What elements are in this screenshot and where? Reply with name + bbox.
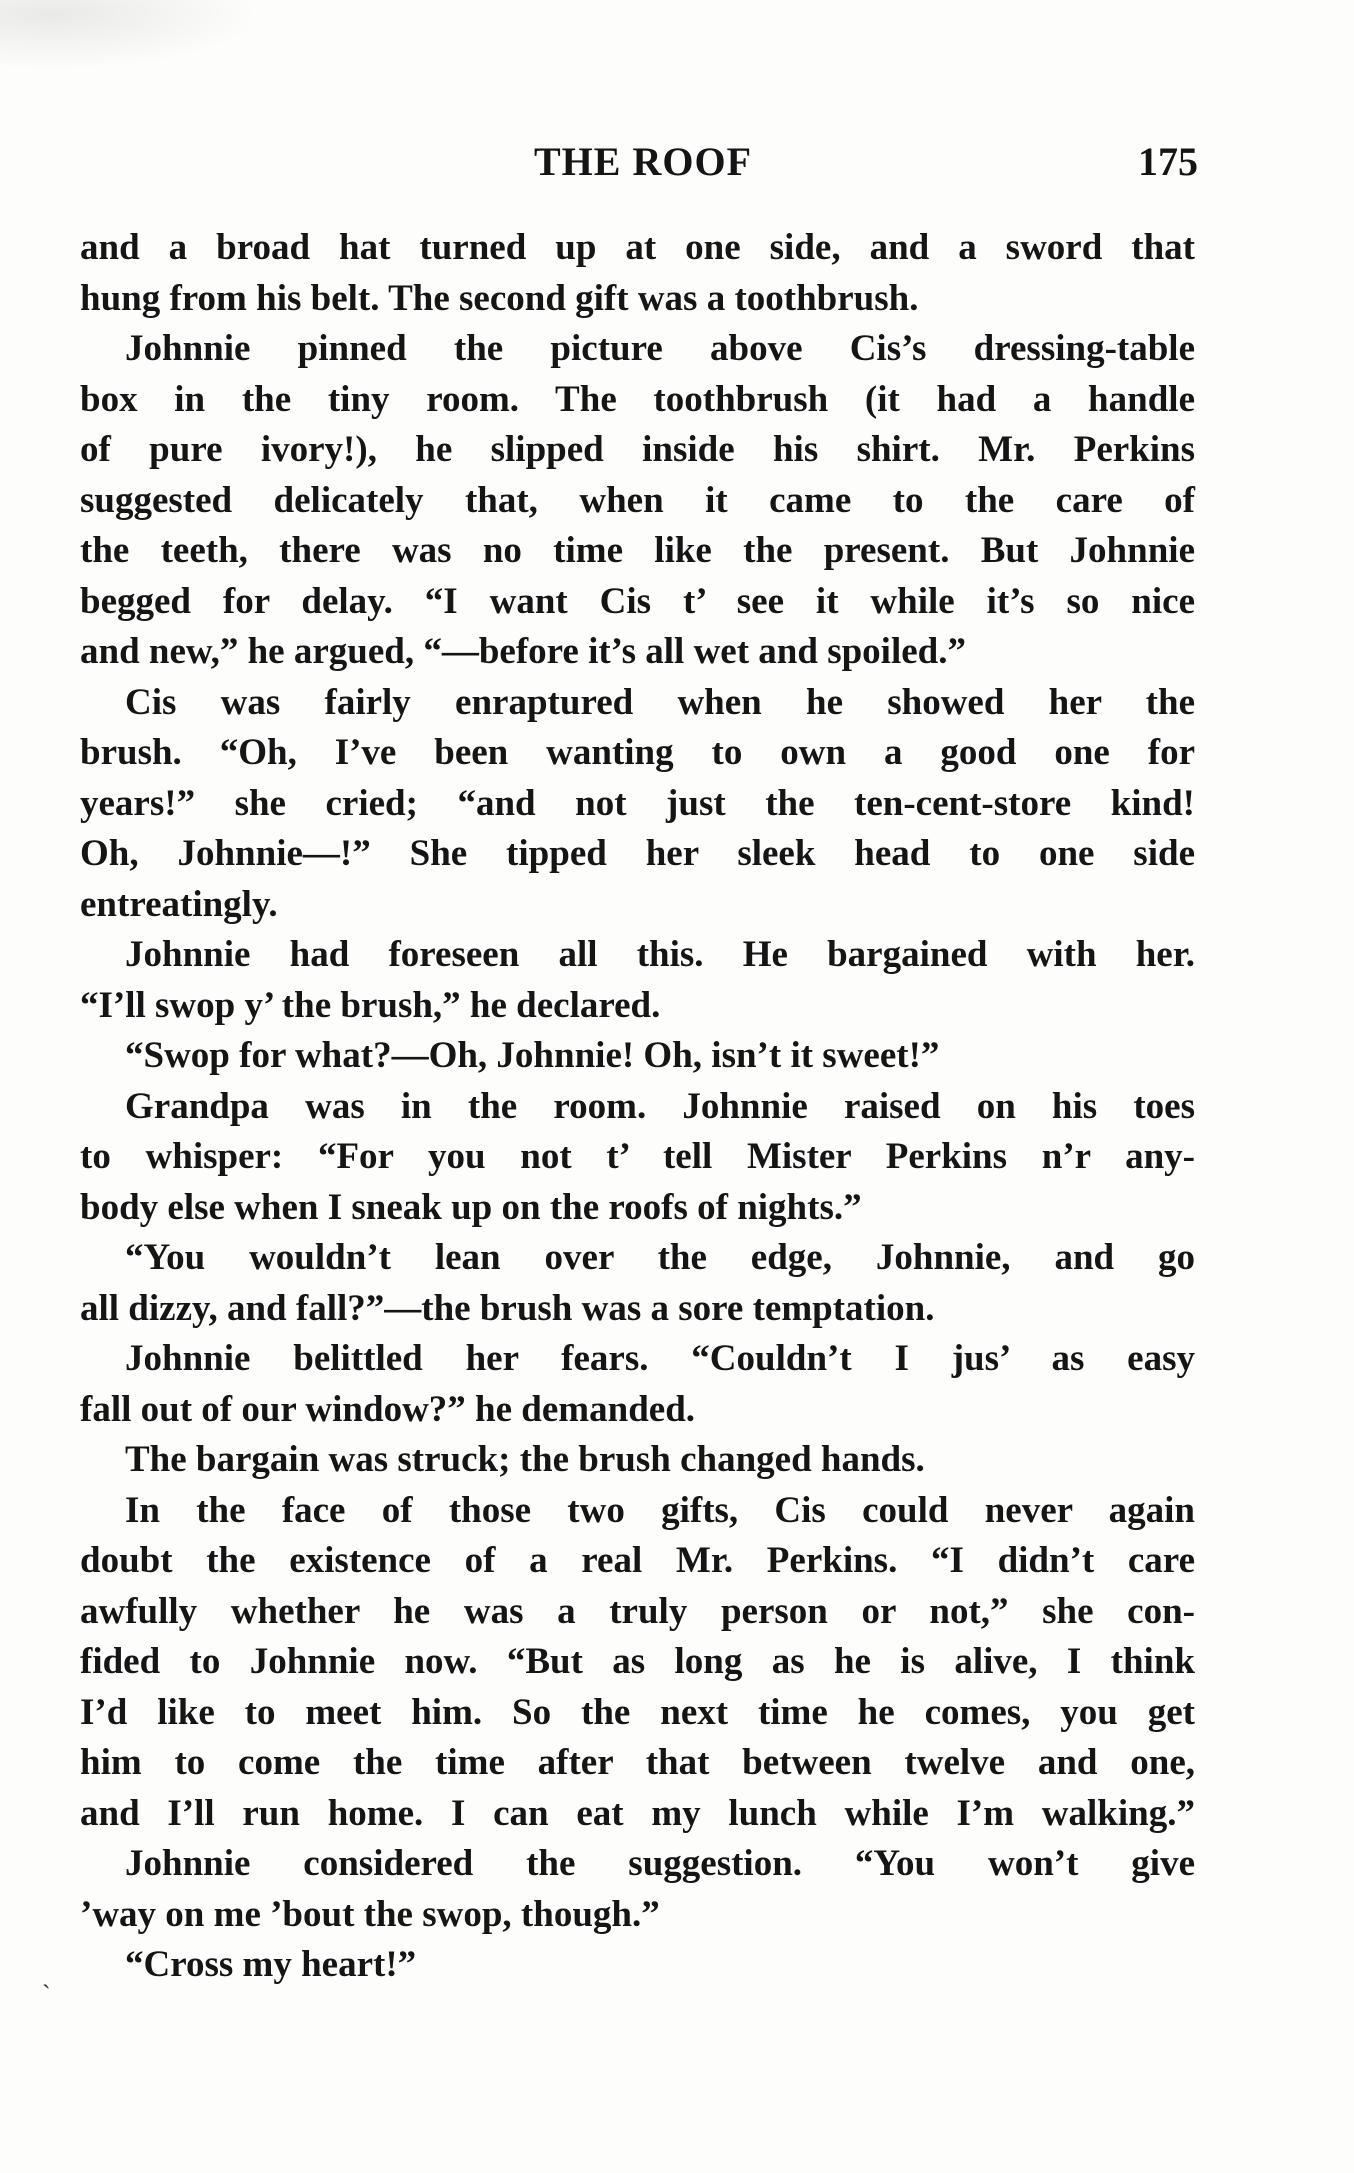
text-line: Johnnie belittled her fears. “Couldn’t I jus’ as easy <box>125 1338 1195 1379</box>
text-line: and a broad hat turned up at one side, and a sword that <box>80 227 1195 268</box>
text-line: entreatingly. <box>80 883 278 925</box>
body-text <box>80 223 1195 1991</box>
text-line: fall out of our window?” he demanded. <box>80 1388 696 1430</box>
text-line: fided to Johnnie now. “But as long as he is alive, I think <box>80 1641 1195 1682</box>
text-line: Grandpa was in the room. Johnnie raised on his toes <box>125 1085 1195 1127</box>
text-line: Cis was fairly enraptured when he showed her the <box>125 681 1195 723</box>
text-line: “Swop for what?—Oh, Johnnie! Oh, isn’t it sweet!” <box>125 1035 940 1076</box>
text-line: body else when I sneak up on the roofs of nights.” <box>80 1186 862 1228</box>
text-line: and new,” he argued, “—before it’s all wet and spoiled.” <box>80 631 966 672</box>
text-line: Oh, Johnnie—!” She tipped her sleek head to one side <box>80 833 1195 874</box>
text-line: “I’ll swop y’ the brush,” he declared. <box>80 984 661 1026</box>
text-line: Johnnie pinned the picture above Cis’s dressing-table <box>125 328 1195 369</box>
text-line: Johnnie considered the suggestion. “You won’t give <box>125 1843 1195 1884</box>
text-line: begged for delay. “I want Cis t’ see it while it’s so nice <box>80 580 1195 622</box>
text-line: doubt the existence of a real Mr. Perkins. “I didn’t care <box>80 1540 1195 1581</box>
text-line: Johnnie had foreseen all this. He bargained with her. <box>125 934 1195 975</box>
text-line: the teeth, there was no time like the present. But Johnnie <box>80 530 1195 571</box>
text-line: to whisper: “For you not t’ tell Mister Perkins n’r any- <box>80 1136 1195 1177</box>
stray-mark: ˎ <box>42 1960 51 1989</box>
text-line: The bargain was struck; the brush changed hands. <box>125 1439 925 1480</box>
text-line: awfully whether he was a truly person or not,” she con- <box>80 1590 1195 1632</box>
scan-smudge <box>0 0 260 70</box>
text-line: years!” she cried; “and not just the ten-cent-store kind! <box>80 782 1195 824</box>
text-line: all dizzy, and fall?”—the brush was a sore temptation. <box>80 1287 935 1329</box>
text-line: of pure ivory!), he slipped inside his shirt. Mr. Perkins <box>80 429 1195 470</box>
text-line: “You wouldn’t lean over the edge, Johnnie, and go <box>125 1237 1195 1278</box>
text-line: “Cross my heart!” <box>125 1944 417 1985</box>
text-line: brush. “Oh, I’ve been wanting to own a good one for <box>80 732 1195 773</box>
text-line: ’way on me ’bout the swop, though.” <box>80 1893 660 1935</box>
page-header <box>88 138 1198 188</box>
running-head: THE ROOF <box>533 139 753 184</box>
text-line: box in the tiny room. The toothbrush (it had a handle <box>80 378 1195 420</box>
text-line: In the face of those two gifts, Cis could never again <box>125 1489 1195 1531</box>
text-line: him to come the time after that between twelve and one, <box>80 1742 1195 1783</box>
text-line: and I’ll run home. I can eat my lunch while I’m walking.” <box>80 1792 1195 1834</box>
text-line: suggested delicately that, when it came to the care of <box>80 479 1195 521</box>
text-line: hung from his belt. The second gift was a toothbrush. <box>80 277 919 319</box>
text-line: I’d like to meet him. So the next time he comes, you get <box>80 1691 1195 1733</box>
page-number: 175 <box>1138 139 1198 184</box>
